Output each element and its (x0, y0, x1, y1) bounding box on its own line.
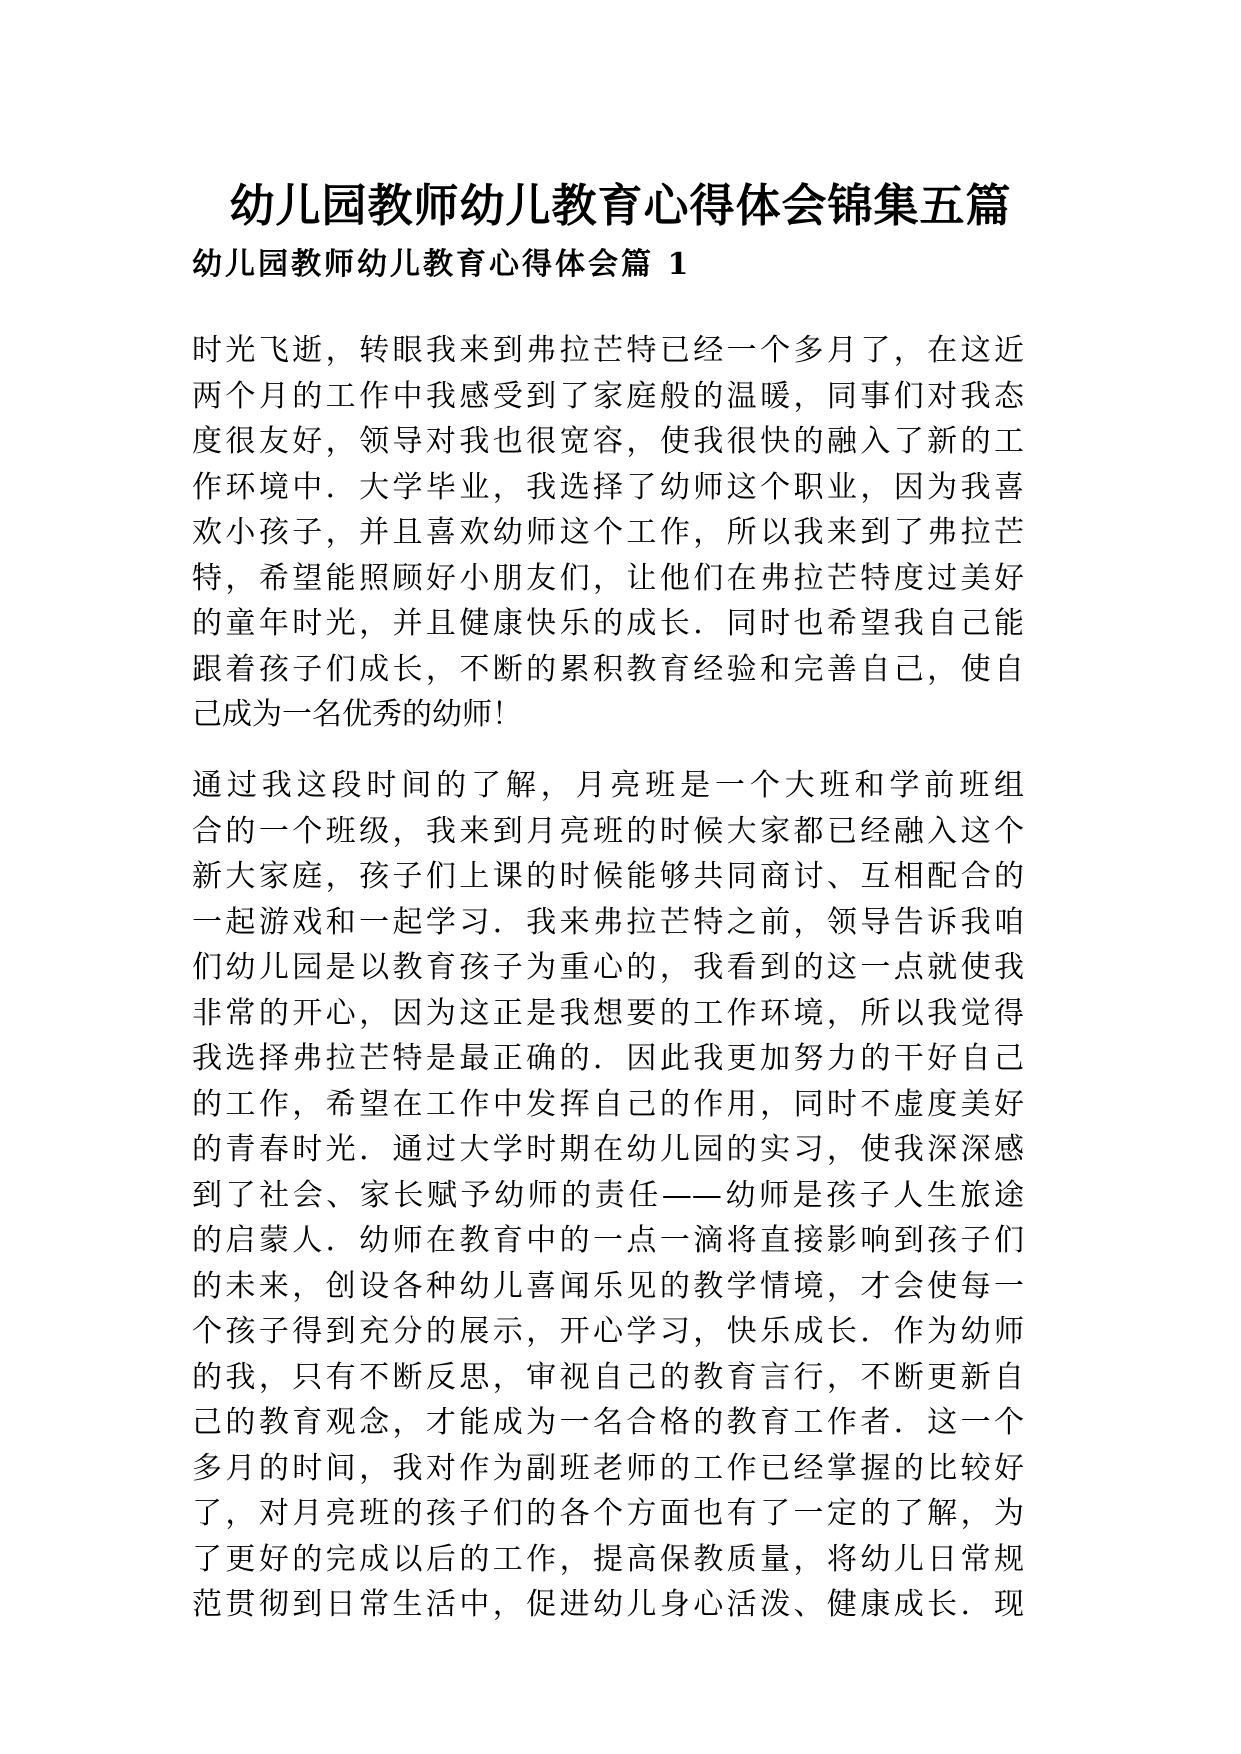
paragraph-line: 的工作，希望在工作中发挥自己的作用，同时不虚度美好 (192, 1086, 1024, 1122)
paragraph-line: 我选择弗拉芒特是最正确的．因此我更加努力的干好自己 (192, 1041, 1024, 1076)
paragraph-2 (192, 763, 1024, 1628)
paragraph-line: 了，对月亮班的孩子们的各个方面也有了一定的了解，为 (192, 1496, 1024, 1531)
paragraph-line: 时光飞逝，转眼我来到弗拉芒特已经一个多月了，在这近 (192, 333, 1024, 368)
paragraph-line: 特，希望能照顾好小朋友们，让他们在弗拉芒特度过美好 (192, 560, 1024, 596)
paragraph-line: 的启蒙人．幼师在教育中的一点一滴将直接影响到孩子们 (192, 1223, 1024, 1258)
document-title: 幼儿园教师幼儿教育心得体会锦集五篇 (229, 179, 1012, 232)
section-heading: 幼儿园教师幼儿教育心得体会篇 1 (192, 247, 692, 282)
paragraph-line: 了更好的完成以后的工作，提高保教质量，将幼儿日常规 (192, 1541, 1024, 1577)
paragraph-line: 非常的开心，因为这正是我想要的工作环境，所以我觉得 (192, 995, 1024, 1031)
paragraph-line: 多月的时间，我对作为副班老师的工作已经掌握的比较好 (192, 1450, 1024, 1486)
paragraph-line: 范贯彻到日常生活中，促进幼儿身心活泼、健康成长．现 (192, 1587, 1024, 1622)
paragraph-line: 一起游戏和一起学习．我来弗拉芒特之前，领导告诉我咱 (192, 904, 1024, 940)
paragraph-line: 通过我这段时间的了解，月亮班是一个大班和学前班组 (192, 768, 1024, 803)
paragraph-line: 跟着孩子们成长，不断的累积教育经验和完善自己，使自 (192, 651, 1024, 687)
paragraph-line: 的未来，创设各种幼儿喜闻乐见的教学情境，才会使每一 (192, 1268, 1024, 1304)
paragraph-line: 度很友好，领导对我也很宽容，使我很快的融入了新的工 (192, 424, 1024, 459)
paragraph-line: 己的教育观念，才能成为一名合格的教育工作者．这一个 (192, 1405, 1024, 1440)
paragraph-line: 个孩子得到充分的展示，开心学习，快乐成长．作为幼师 (192, 1314, 1024, 1349)
paragraph-1 (192, 328, 1024, 738)
paragraph-line: 欢小孩子，并且喜欢幼师这个工作，所以我来到了弗拉芒 (192, 515, 1024, 550)
paragraph-line: 新大家庭，孩子们上课的时候能够共同商讨、互相配合的 (192, 859, 1024, 894)
paragraph-line: 们幼儿园是以教育孩子为重心的，我看到的这一点就使我 (192, 950, 1024, 985)
paragraph-line: 两个月的工作中我感受到了家庭般的温暖，同事们对我态 (192, 378, 1024, 414)
paragraph-line: 合的一个班级，我来到月亮班的时候大家都已经融入这个 (192, 813, 1024, 849)
paragraph-line: 的童年时光，并且健康快乐的成长．同时也希望我自己能 (192, 606, 1024, 641)
paragraph-line: 作环境中．大学毕业，我选择了幼师这个职业，因为我喜 (192, 469, 1024, 505)
paragraph-line: 到了社会、家长赋予幼师的责任——幼师是孩子人生旅途 (192, 1177, 1024, 1213)
paragraph-line: 的青春时光．通过大学时期在幼儿园的实习，使我深深感 (192, 1132, 1024, 1167)
paragraph-line: 的我，只有不断反思，审视自己的教育言行，不断更新自 (192, 1359, 1024, 1395)
paragraph-line: 己成为一名优秀的幼师！ (192, 697, 522, 732)
